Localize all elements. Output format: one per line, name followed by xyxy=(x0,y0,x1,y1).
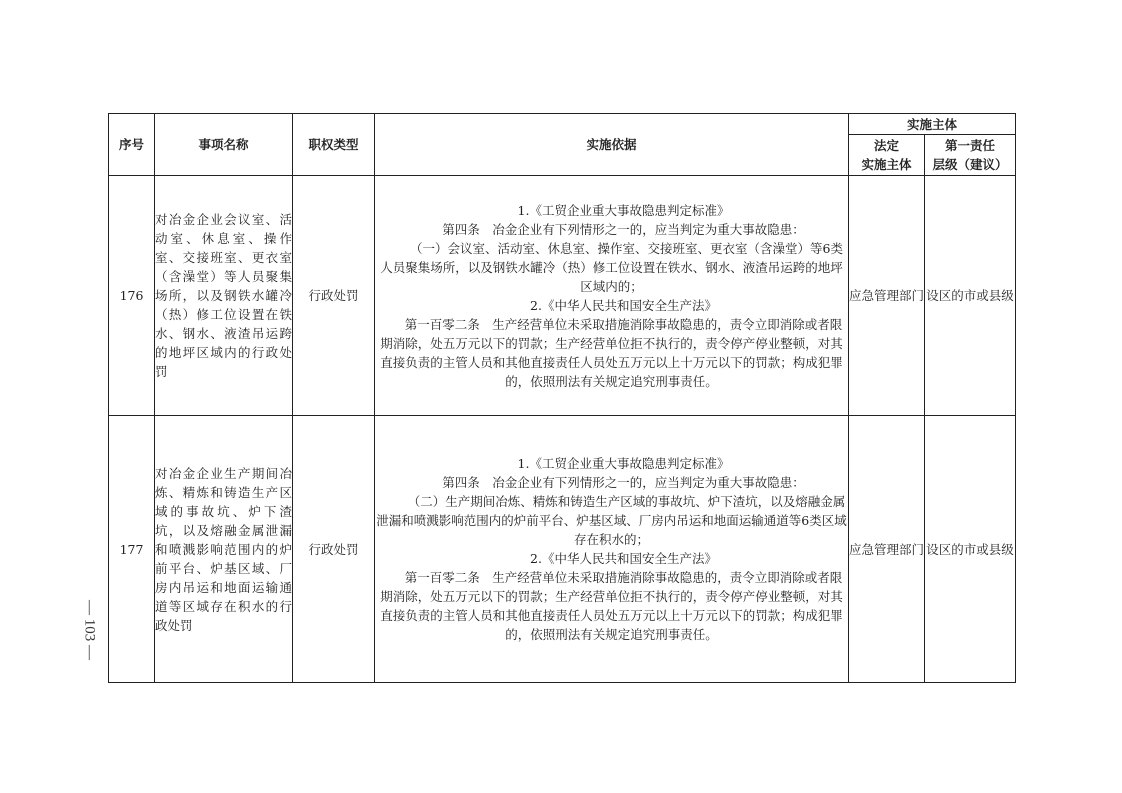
basis-line: 1.《工贸企业重大事故隐患判定标准》 xyxy=(517,456,730,471)
basis-line: 1.《工贸企业重大事故隐患判定标准》 xyxy=(517,202,730,218)
basis-line: 第四条 冶金企业有下列情形之一的，应当判定为重大事故隐患： xyxy=(442,475,805,490)
row-legal-subject: 应急管理部门 xyxy=(849,416,925,683)
header-basis: 实施依据 xyxy=(375,114,849,176)
header-first-resp xyxy=(925,135,1016,176)
basis-line: （一）会议室、活动室、休息室、操作室、交接班室、更衣室（含澡堂）等6类人员聚集场所，以及钢铁水罐冷（热）修工位设置在铁水、钢水、液渣吊运跨的地坪区域内的； xyxy=(380,240,843,294)
row-item-name xyxy=(155,176,293,416)
header-legal-subject-line1: 法定 xyxy=(873,138,899,153)
table-row xyxy=(109,416,1016,683)
row-power-type: 行政处罚 xyxy=(293,176,375,416)
power-list-table xyxy=(108,113,1016,683)
page-number-text: — 103 — xyxy=(81,600,98,660)
page-number xyxy=(78,580,100,680)
header-subject-group: 实施主体 xyxy=(849,114,1016,135)
row-seq: 177 xyxy=(109,416,155,683)
table-row xyxy=(109,176,1016,416)
table-header xyxy=(109,114,1016,176)
header-legal-subject xyxy=(849,135,925,176)
row-item-name-text: 对冶金企业生产期间冶炼、精炼和铸造生产区域的事故坑、炉下渣坑，以及熔融金属泄漏和喷溅影响范围内的炉前平台、炉基区域、厂房内吊运和地面运输通道等区域存在积水的行政处罚 xyxy=(155,465,292,633)
row-legal-subject: 应急管理部门 xyxy=(849,176,925,416)
header-first-resp-line2: 层级（建议） xyxy=(932,157,1008,172)
basis-line: 2.《中华人民共和国安全生产法》 xyxy=(530,297,717,313)
row-first-resp: 设区的市或县级 xyxy=(925,176,1016,416)
basis-line: 第一百零二条 生产经营单位未采取措施消除事故隐患的，责令立即消除或者限期消除，处五万元以下的罚款；生产经营单位拒不执行的，责令停产停业整顿，对其直接负责的主管人员和其他直接责任人员处五万元以上十万元以下的罚款；构成犯罪的，依照刑法有关规定追究刑事责任。 xyxy=(380,570,843,642)
header-legal-subject-line2: 实施主体 xyxy=(861,157,912,172)
row-seq: 176 xyxy=(109,176,155,416)
header-first-resp-line1: 第一责任 xyxy=(945,138,996,153)
row-first-resp: 设区的市或县级 xyxy=(925,416,1016,683)
row-item-name-text: 对冶金企业会议室、活动室、休息室、操作室、交接班室、更衣室（含澡堂）等人员聚集场所，以及钢铁水罐冷（热）修工位设置在铁水、钢水、液渣吊运跨的地坪区域内的行政处罚 xyxy=(155,212,292,379)
basis-line: 第一百零二条 生产经营单位未采取措施消除事故隐患的，责令立即消除或者限期消除，处五万元以下的罚款；生产经营单位拒不执行的，责令停产停业整顿，对其直接负责的主管人员和其他直接责任人员处五万元以上十万元以下的罚款；构成犯罪的，依照刑法有关规定追究刑事责任。 xyxy=(380,316,843,389)
header-item-name: 事项名称 xyxy=(155,114,293,176)
row-basis xyxy=(375,176,849,416)
header-power-type: 职权类型 xyxy=(293,114,375,176)
header-seq: 序号 xyxy=(109,114,155,176)
basis-line: 2.《中华人民共和国安全生产法》 xyxy=(530,551,717,566)
basis-line: 第四条 冶金企业有下列情形之一的，应当判定为重大事故隐患： xyxy=(442,221,805,237)
row-item-name xyxy=(155,416,293,683)
row-basis xyxy=(375,416,849,683)
row-power-type: 行政处罚 xyxy=(293,416,375,683)
basis-line: （二）生产期间冶炼、精炼和铸造生产区域的事故坑、炉下渣坑，以及熔融金属泄漏和喷溅影响范围内的炉前平台、炉基区域、厂房内吊运和地面运输通道等6类区域存在积水的； xyxy=(376,494,847,547)
